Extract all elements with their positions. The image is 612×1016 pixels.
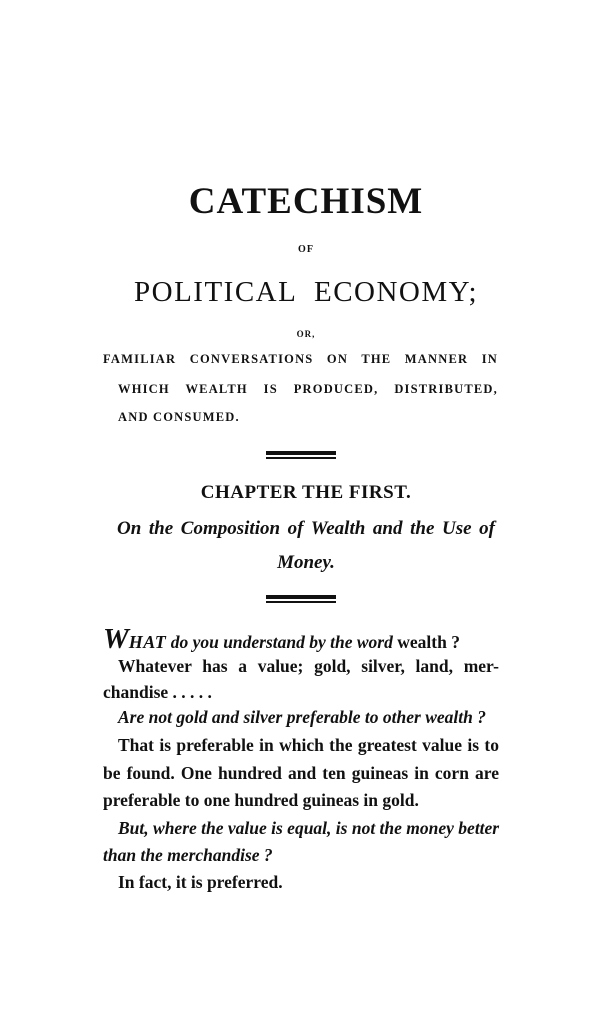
answer-1-line-2: chandise . . . . . [103, 682, 212, 702]
question-1-term: wealth ? [397, 632, 460, 652]
question-3-line-1: But, where the value is equal, is not the money better [118, 818, 500, 838]
question-3-line-2: than the merchandise ? [103, 845, 273, 865]
book-title: CATECHISM [188, 181, 424, 222]
description-line-2: WHICH WEALTH IS PRODUCED, DISTRIBUTED, [118, 382, 498, 396]
answer-3: In fact, it is preferred. [118, 872, 283, 892]
description-line-1: FAMILIAR CONVERSATIONS ON THE MANNER IN [103, 352, 498, 366]
book-subtitle: POLITICAL ECONOMY; [134, 276, 478, 308]
question-1-text: do you understand by the word [166, 632, 398, 652]
double-rule-divider [266, 451, 336, 459]
chapter-subtitle-line-2: Money. [277, 552, 335, 573]
answer-2-line-2: be found. One hundred and ten guineas in corn are [103, 763, 499, 783]
drop-initial: W [103, 623, 129, 655]
question-1 [103, 625, 499, 654]
answer-2-line-3: preferable to one hundred guineas in gold. [103, 790, 419, 810]
double-rule-divider-2 [266, 595, 336, 603]
question-1-caps: HAT [128, 632, 167, 652]
title-connector-or: OR, [296, 329, 316, 339]
answer-1-line-1: Whatever has a value; gold, silver, land, mer- [118, 656, 499, 676]
question-2: Are not gold and silver preferable to other wealth ? [118, 707, 486, 727]
chapter-title: CHAPTER THE FIRST. [200, 482, 412, 503]
chapter-subtitle-line-1: On the Composition of Wealth and the Use of [117, 518, 495, 539]
answer-2-line-1: That is preferable in which the greatest value is to [118, 735, 499, 755]
description-line-3: AND CONSUMED. [118, 410, 240, 424]
title-connector-of: OF [298, 244, 314, 255]
